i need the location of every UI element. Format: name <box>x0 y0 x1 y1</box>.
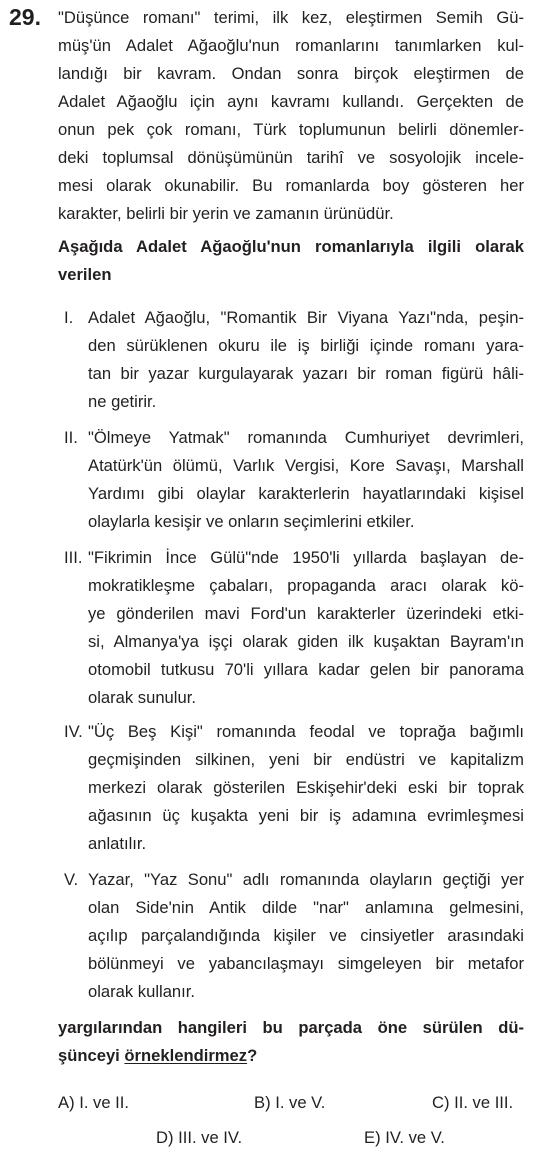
paragraph-line: landığı bir kavram. Ondan sonra birçok eleştirmen de <box>58 64 524 83</box>
stem-line <box>58 1042 524 1070</box>
option-e[interactable]: E) IV. ve V. <box>364 1128 445 1147</box>
paragraph-line: Adalet Ağaoğlu için aynı kavramı kullandı. Gerçekten de <box>58 92 524 111</box>
statement-line: anlatılır. <box>88 834 147 853</box>
statement-text <box>88 304 524 416</box>
statement-line: "Ölmeye Yatmak" romanında Cumhuriyet devrimleri, <box>88 428 524 447</box>
statement-text <box>88 544 524 712</box>
statement-line: olarak sunulur. <box>88 688 196 707</box>
prompt-line: Aşağıda Adalet Ağaoğlu'nun romanlarıyla ilgili olarak <box>58 237 524 256</box>
statement-line: ağasının üç kuşakta yeni bir iş adamına evrimleşmesi <box>88 806 524 825</box>
statement-line: Yazar, "Yaz Sonu" adlı romanında olayların geçtiği yer <box>88 870 524 889</box>
statement-line: si, Almanya'ya işçi olarak giden ilk kuşaktan Bayram'ın <box>88 632 524 651</box>
paragraph-line: deki toplumsal dönüşümünün tarihî ve sosyolojik incele- <box>58 148 524 167</box>
paragraph-line: onun pek çok romanı, Türk toplumunun belirli dönemler- <box>58 120 524 139</box>
statement-text <box>88 718 524 858</box>
statement-line: Adalet Ağaoğlu, "Romantik Bir Viyana Yazı"nda, peşin- <box>88 308 524 327</box>
statement-line: mokratikleşme çabaları, propaganda aracı olarak kö- <box>88 576 524 595</box>
statement-line: tan bir yazar kurgulayarak yazarı bir roman figürü hâli- <box>88 364 524 383</box>
statement-numeral: I. <box>64 308 74 327</box>
statement-line: merkezi olarak gösterilen Eskişehir'deki eski bir toprak <box>88 778 524 797</box>
option-a[interactable]: A) I. ve II. <box>58 1093 130 1112</box>
question-number: 29. <box>9 4 41 30</box>
statement-line: Atatürk'ün ölümü, Varlık Vergisi, Kore Savaşı, Marshall <box>88 456 524 475</box>
statement-line: "Üç Beş Kişi" romanında feodal ve toprağa bağımlı <box>88 722 524 741</box>
option-c[interactable]: C) II. ve III. <box>432 1093 514 1112</box>
statement-line: "Fikrimin İnce Gülü"nde 1950'li yıllarda başlayan de- <box>88 548 524 567</box>
paragraph-line: karakter, belirli bir yerin ve zamanın ürünüdür. <box>58 204 394 223</box>
question-paragraph <box>58 4 524 228</box>
option-b[interactable]: B) I. ve V. <box>254 1093 326 1112</box>
statement-line: geçmişinden silkinen, yeni bir endüstri ve kapitalizm <box>88 750 524 769</box>
paragraph-line: müş'ün Adalet Ağaoğlu'nun romanlarını tanımlarken kul- <box>58 36 524 55</box>
option-d[interactable]: D) III. ve IV. <box>156 1128 243 1147</box>
statement-line: den sürüklenen okuru ile iş birliği içinde romanı yara- <box>88 336 524 355</box>
stem-question-mark: ? <box>247 1046 258 1065</box>
statement-line: olaylarla kesişir ve onların seçimlerini etkiler. <box>88 512 415 531</box>
statement-numeral: III. <box>64 548 83 567</box>
question-prompt <box>58 233 524 289</box>
statement-numeral: II. <box>64 428 78 447</box>
statement-line: açılıp parçalandığında kişiler ve cinsiyetler arasındaki <box>88 926 524 945</box>
prompt-line: verilen <box>58 265 112 284</box>
statement-numeral: V. <box>64 870 79 889</box>
paragraph-line: "Düşünce romanı" terimi, ilk kez, eleştirmen Semih Gü- <box>58 8 524 27</box>
paragraph-line: mesi olarak okunabilir. Bu romanlarda boy gösteren her <box>58 176 524 195</box>
statement-line: otomobil tutkusu 70'li yıllara kadar gelen bir panorama <box>88 660 524 679</box>
statement-text <box>88 866 524 1006</box>
statement-numeral: IV. <box>64 722 83 741</box>
statement-line: Yardımı gibi olaylar karakterlerin hayatlarındaki kişisel <box>88 484 524 503</box>
statement-line: ye gönderilen mavi Ford'un karakterler üzerindeki etki- <box>88 604 524 623</box>
stem-emphasis: örneklendirmez <box>124 1046 248 1065</box>
stem-line: yargılarından hangileri bu parçada öne sürülen dü- <box>58 1018 524 1037</box>
statement-line: olarak kullanır. <box>88 982 195 1001</box>
stem-text: şünceyi <box>58 1046 125 1065</box>
question-stem <box>58 1014 524 1070</box>
statement-text <box>88 424 524 536</box>
statement-line: olan Side'nin Antik dilde "nar" anlamına gelmesini, <box>88 898 524 917</box>
statement-line: bölünmeyi ve yabancılaşmayı simgeleyen bir metafor <box>88 954 524 973</box>
statement-line: ne getirir. <box>88 392 157 411</box>
